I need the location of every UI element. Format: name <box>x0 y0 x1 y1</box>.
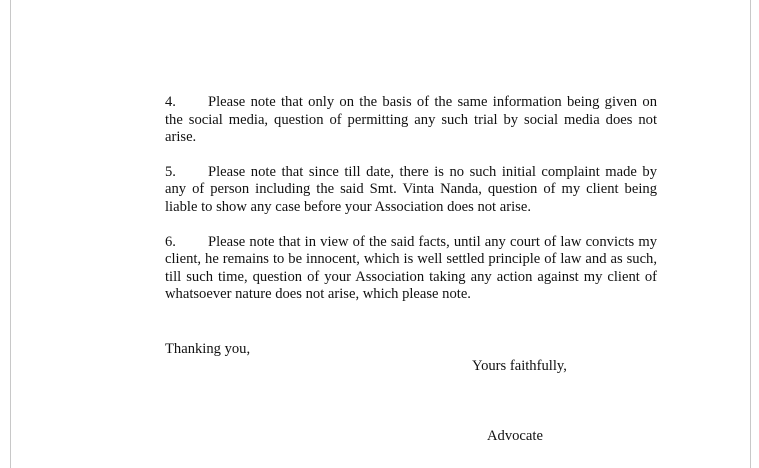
paragraph-text: Please note that only on the basis of the same information being given on the social media, question of permitting any such trial by social media does not arise. <box>165 94 657 146</box>
paragraph-4 <box>165 94 657 147</box>
paragraph-text: Please note that since till date, there is no such initial complaint made by any of person including the said Smt. Vinta Nanda, question of my client being liable to show any case before your Association does not arise. <box>165 163 657 215</box>
letter-body <box>165 94 657 444</box>
paragraph-6 <box>165 234 657 304</box>
paragraph-number: 6. <box>165 233 176 250</box>
closing-line: Thanking you, <box>165 341 251 357</box>
paragraph-5 <box>165 164 657 217</box>
paragraph-number: 5. <box>165 163 176 180</box>
paragraph-text: Please note that in view of the said facts, until any court of law convicts my client, he remains to be innocent, which is well settled principle of law and as such, till such time, question of your Association taking any action against my client of whatsoever nature does not arise, which please note. <box>165 233 657 303</box>
paragraph-number: 4. <box>165 94 176 110</box>
page-right-edge <box>750 0 751 468</box>
signatory-title: Advocate <box>487 428 543 444</box>
sign-off: Yours faithfully, <box>472 358 567 374</box>
page-left-edge <box>10 0 11 468</box>
